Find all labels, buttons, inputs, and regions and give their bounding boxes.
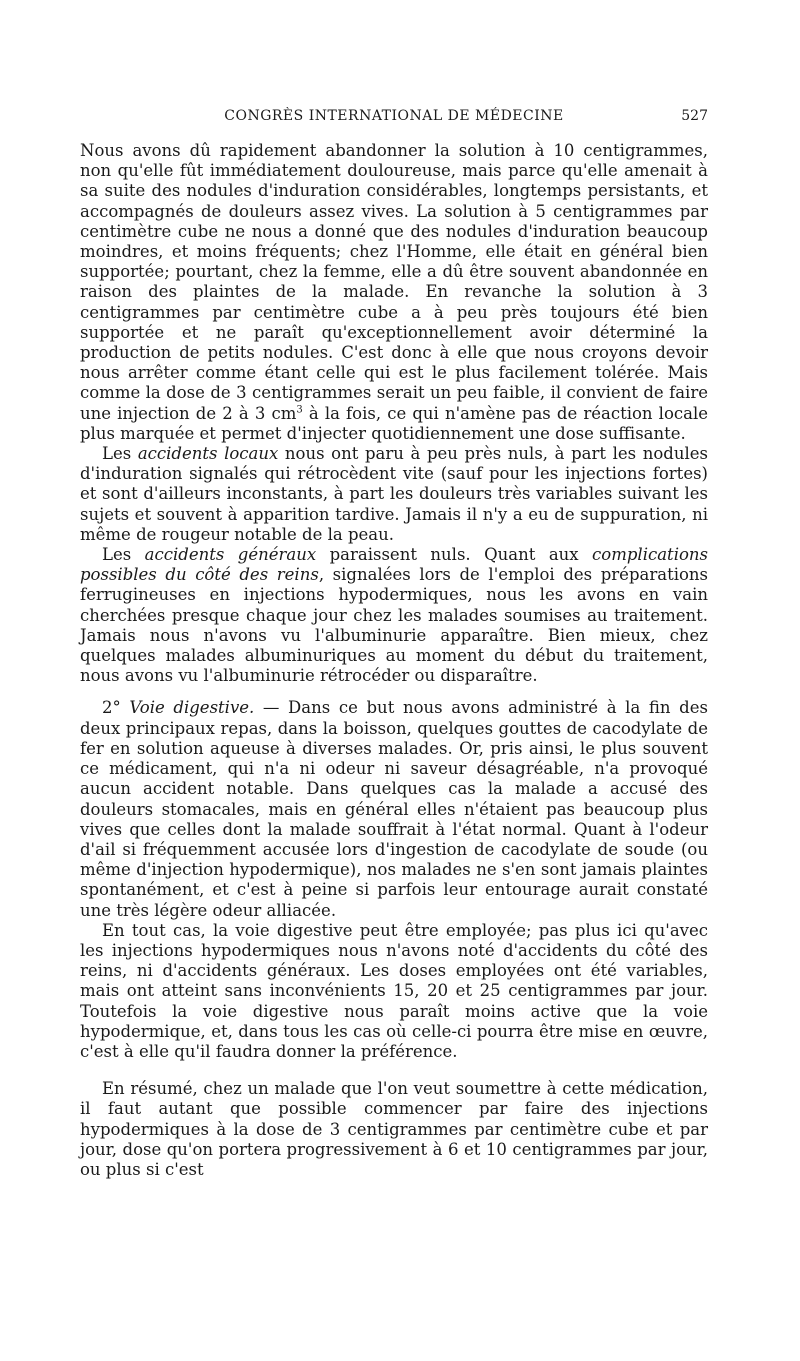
running-header (80, 108, 708, 130)
paragraph-dosage: En tout cas, la voie digestive peut être employée; pas plus ici qu'avec les injections hypodermiques nous n'avons noté d'accidents du côté des reins, ni d'accidents généraux. Les doses employées ont été variables, mais ont atteint sans inconvénients 15, 20 et 25 centigrammes par jour. Toutefois la voie digestive nous paraît moins active que la voie hypodermique, et, dans tous les cas où celle-ci pourra être mise en œuvre, c'est à elle qu'il faudra donner la préférence. (80, 920, 708, 1061)
paragraph-digestive-route: 2° Voie digestive. — Dans ce but nous avons administré à la fin des deux principaux repas, dans la boisson, quelques gouttes de cacodylate de fer en solution aqueuse à diverses malades. Or, pris ainsi, le plus souvent ce médicament, qui n'a ni odeur ni saveur désagréable, n'a provoqué aucun accident notable. Dans quelques cas la malade a accusé des douleurs stomacales, mais en général elles n'étaient pas beaucoup plus vives que celles dont la malade souffrait à l'état normal. Quant à l'odeur d'ail si fréquemment accusée lors d'ingestion de cacodylate de soude (ou même d'injection hypodermique), nos malades ne s'en sont jamais plaintes spontanément, et c'est à peine si parfois leur entourage aurait constaté une très légère odeur alliacée. (80, 698, 708, 920)
paragraph-solution: Nous avons dû rapidement abandonner la solution à 10 centigrammes, non qu'elle fût immédiatement douloureuse, mais parce qu'elle amenait à sa suite des nodules d'induration considérables, longtemps persistants, et accompagnés de douleurs assez vives. La solution à 5 centigrammes par centimètre cube ne nous a donné que des nodules d'induration beaucoup moindres, et moins fréquents; chez l'Homme, elle était en général bien supportée; pourtant, chez la femme, elle a dû être souvent abandonnée en raison des plaintes de la malade. En revanche la solution à 3 centigrammes par centimètre cube a à peu près toujours été bien supportée et ne paraît qu'exceptionnellement avoir déterminé la production de petits nodules. C'est donc à elle que nous croyons devoir nous arrêter comme étant celle qui est le plus facilement tolérée. Mais comme la dose de 3 centigrammes serait un peu faible, il convient de faire une injection de 2 à 3 $cm^3$ à la fois, ce qui n'amène pas de réaction locale plus marquée et permet d'injecter quotidiennement une dose suffisante. (80, 141, 708, 443)
paragraph-summary: En résumé, chez un malade que l'on veut soumettre à cette médication, il faut autant que possible commencer par faire des injections hypodermiques à la dose de 3 centigrammes par centimètre cube et par jour, dose qu'on portera progressivement à 6 et 10 centigrammes par jour, ou plus si c'est (80, 1079, 708, 1179)
body-text (80, 141, 708, 1180)
paragraph-local-accidents: Les accidents locaux nous ont paru à peu près nuls, à part les nodules d'induration signalés qui rétrocèdent vite (sauf pour les injections fortes) et sont d'ailleurs inconstants, à part les douleurs très variables suivant les sujets et souvent à apparition tardive. Jamais il n'y a eu de suppuration, ni même de rougeur notable de la peau. (80, 444, 708, 544)
emphasis-kidney-complications: complications possibles du côté des reins (80, 545, 708, 585)
section-heading-digestive: Voie digestive. (129, 698, 255, 718)
emphasis-general-accidents: accidents généraux (144, 545, 317, 565)
emphasis-local-accidents: accidents locaux (137, 444, 279, 464)
paragraph-general-accidents: Les accidents généraux paraissent nuls. Quant aux complications possibles du côté des reins, signalées lors de l'emploi des préparations ferrugineuses en injections hypodermiques, nous les avons en vain cherchées presque chaque jour chez les malades soumises au traitement. Jamais nous n'avons vu l'albuminurie apparaître. Bien mieux, chez quelques malades albuminuriques au moment du début du traitement, nous avons vu l'albuminurie rétrocéder ou disparaître. (80, 545, 709, 686)
superscript-cubic: 3 (296, 404, 303, 416)
running-title: CONGRÈS INTERNATIONAL DE MÉDECINE (224, 108, 564, 124)
page-number: 527 (681, 108, 708, 124)
